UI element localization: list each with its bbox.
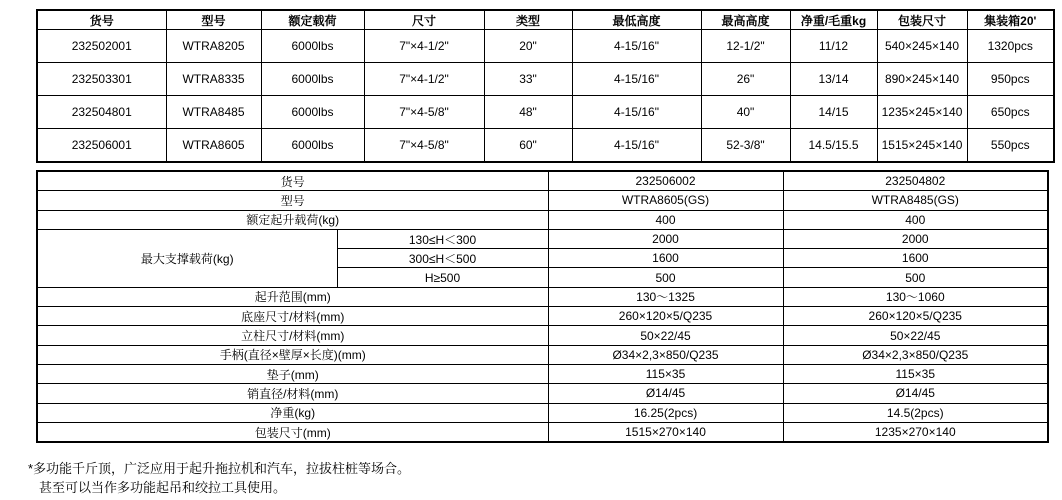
spec-detail-table (36, 170, 1049, 443)
product-cell: 6000lbs (261, 30, 364, 63)
spec-value: 260×120×5/Q235 (783, 307, 1048, 326)
product-cell: WTRA8205 (166, 30, 261, 63)
product-cell: 6000lbs (261, 129, 364, 163)
spec-row (37, 345, 1048, 364)
spec-value: 1600 (548, 249, 783, 268)
product-table-header: 型号 (166, 10, 261, 30)
product-cell: 20" (484, 30, 572, 63)
spec-sublabel: 300≤H＜500 (337, 249, 548, 268)
product-table-header: 额定载荷 (261, 10, 364, 30)
spec-value: 115×35 (548, 364, 783, 383)
product-cell: 1235×245×140 (877, 96, 967, 129)
product-cell: 7"×4-1/2" (364, 63, 484, 96)
spec-row (37, 403, 1048, 422)
product-cell: 33" (484, 63, 572, 96)
product-cell: 12-1/2" (701, 30, 790, 63)
spec-value: 50×22/45 (548, 326, 783, 345)
product-cell: 232506001 (37, 129, 166, 163)
product-table-header-row (37, 10, 1054, 30)
spec-value: 115×35 (783, 364, 1048, 383)
spec-sublabel: H≥500 (337, 268, 548, 287)
product-row (37, 30, 1054, 63)
product-cell: 26" (701, 63, 790, 96)
product-cell: WTRA8605 (166, 129, 261, 163)
spec-value: 14.5(2pcs) (783, 403, 1048, 422)
spec-row (37, 422, 1048, 442)
product-cell: 11/12 (790, 30, 877, 63)
spec-value: 500 (783, 268, 1048, 287)
product-cell: 7"×4-1/2" (364, 30, 484, 63)
spec-row (37, 364, 1048, 383)
spec-sublabel: 130≤H＜300 (337, 229, 548, 248)
product-cell: 4-15/16" (572, 63, 701, 96)
product-cell: 48" (484, 96, 572, 129)
spec-label: 底座尺寸/材料(mm) (37, 307, 548, 326)
product-cell: 232502001 (37, 30, 166, 63)
spec-value: Ø14/45 (783, 384, 1048, 403)
spec-value: 260×120×5/Q235 (548, 307, 783, 326)
product-cell: 1515×245×140 (877, 129, 967, 163)
product-cell: 950pcs (967, 63, 1054, 96)
spec-value: 50×22/45 (783, 326, 1048, 345)
product-table-header: 类型 (484, 10, 572, 30)
spec-value: 400 (548, 210, 783, 229)
product-summary-table (36, 9, 1055, 163)
product-row (37, 129, 1054, 163)
spec-row (37, 384, 1048, 403)
spec-row (37, 307, 1048, 326)
spec-label: 包装尺寸(mm) (37, 422, 548, 442)
product-cell: 540×245×140 (877, 30, 967, 63)
spec-value: 500 (548, 268, 783, 287)
product-table-header: 净重/毛重kg (790, 10, 877, 30)
product-table-header: 货号 (37, 10, 166, 30)
spec-value: 1515×270×140 (548, 422, 783, 442)
spec-value: Ø14/45 (548, 384, 783, 403)
product-cell: 4-15/16" (572, 129, 701, 163)
product-cell: WTRA8335 (166, 63, 261, 96)
spec-value: 232506002 (548, 171, 783, 191)
spec-row (37, 326, 1048, 345)
spec-value: Ø34×2,3×850/Q235 (548, 345, 783, 364)
spec-value: Ø34×2,3×850/Q235 (783, 345, 1048, 364)
spec-value: 2000 (548, 229, 783, 248)
spec-label: 立柱尺寸/材料(mm) (37, 326, 548, 345)
product-cell: 1320pcs (967, 30, 1054, 63)
product-cell: 7"×4-5/8" (364, 96, 484, 129)
product-cell: 14.5/15.5 (790, 129, 877, 163)
product-row (37, 63, 1054, 96)
spec-row (37, 191, 1048, 210)
spec-label: 最大支撑载荷(kg) (37, 229, 337, 287)
spec-value: 232504802 (783, 171, 1048, 191)
product-row (37, 96, 1054, 129)
spec-value: 16.25(2pcs) (548, 403, 783, 422)
spec-label: 手柄(直径×壁厚×长度)(mm) (37, 345, 548, 364)
footnote-line-2: 甚至可以当作多功能起吊和绞拉工具使用。 (39, 480, 287, 495)
product-table-header: 最低高度 (572, 10, 701, 30)
product-cell: 232503301 (37, 63, 166, 96)
product-table-header: 尺寸 (364, 10, 484, 30)
spec-label: 垫子(mm) (37, 364, 548, 383)
product-cell: 14/15 (790, 96, 877, 129)
product-cell: 4-15/16" (572, 30, 701, 63)
product-cell: 650pcs (967, 96, 1054, 129)
product-cell: 550pcs (967, 129, 1054, 163)
product-cell: 6000lbs (261, 96, 364, 129)
spec-value: 130～1325 (548, 287, 783, 306)
spec-row (37, 229, 1048, 248)
product-table-header: 最高高度 (701, 10, 790, 30)
spec-label: 货号 (37, 171, 548, 191)
spec-label: 净重(kg) (37, 403, 548, 422)
product-table-header: 集装箱20' (967, 10, 1054, 30)
product-table-header: 包装尺寸 (877, 10, 967, 30)
product-cell: 60" (484, 129, 572, 163)
spec-value: 1235×270×140 (783, 422, 1048, 442)
spec-label: 型号 (37, 191, 548, 210)
spec-label: 额定起升载荷(kg) (37, 210, 548, 229)
product-cell: WTRA8485 (166, 96, 261, 129)
spec-value: 130～1060 (783, 287, 1048, 306)
spec-label: 销直径/材料(mm) (37, 384, 548, 403)
spec-value: 400 (783, 210, 1048, 229)
product-cell: 52-3/8" (701, 129, 790, 163)
footnotes (28, 459, 410, 497)
spec-row (37, 171, 1048, 191)
product-cell: 40" (701, 96, 790, 129)
product-cell: 13/14 (790, 63, 877, 96)
product-cell: 890×245×140 (877, 63, 967, 96)
spec-row (37, 287, 1048, 306)
footnote-line-1: *多功能千斤顶，广泛应用于起升拖拉机和汽车，拉拔柱桩等场合。 (28, 461, 411, 476)
spec-value: 2000 (783, 229, 1048, 248)
spec-value: WTRA8605(GS) (548, 191, 783, 210)
product-cell: 7"×4-5/8" (364, 129, 484, 163)
product-cell: 232504801 (37, 96, 166, 129)
product-cell: 4-15/16" (572, 96, 701, 129)
spec-label: 起升范围(mm) (37, 287, 548, 306)
spec-value: 1600 (783, 249, 1048, 268)
product-cell: 6000lbs (261, 63, 364, 96)
spec-row (37, 210, 1048, 229)
spec-value: WTRA8485(GS) (783, 191, 1048, 210)
